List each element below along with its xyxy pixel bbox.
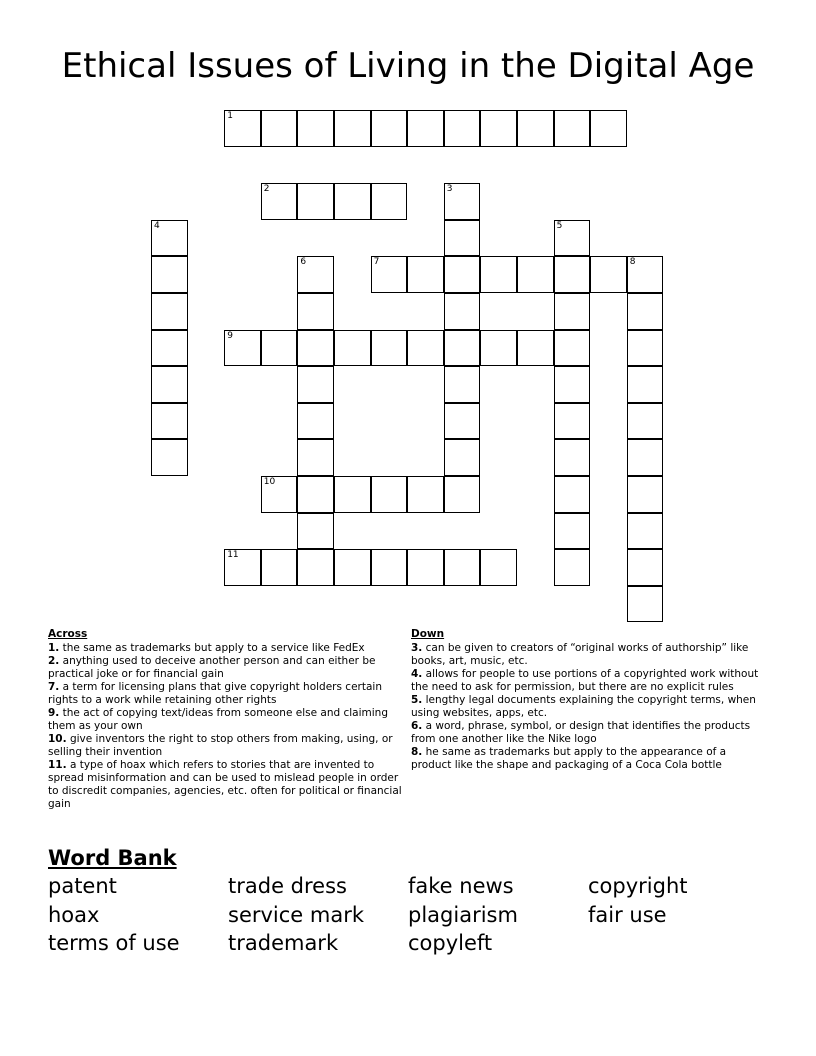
grid-cell[interactable] [297,183,334,220]
clue-number: 8 [629,257,636,268]
grid-cell[interactable] [297,403,334,440]
across-clue-9: 9. the act of copying text/ideas from someone else and claiming them as your own [48,707,389,732]
down-clue-6: 6. a word, phrase, symbol, or design that identifies the products from one another like the Nike logo [411,720,751,745]
grid-cell[interactable] [517,110,554,147]
grid-cell[interactable] [407,256,444,293]
grid-cell[interactable] [334,110,371,147]
grid-cell[interactable] [627,256,664,293]
grid-cell[interactable] [261,549,298,586]
word-bank [48,872,768,958]
grid-cell[interactable] [297,513,334,550]
grid-cell[interactable] [261,110,298,147]
word-bank-item: hoax [48,902,100,927]
grid-cell[interactable] [407,549,444,586]
clue-number: 11 [227,550,239,561]
grid-cell[interactable] [627,439,664,476]
clue-number: 7 [373,257,380,268]
grid-cell[interactable] [444,183,481,220]
puzzle-title: Ethical Issues of Living in the Digital Age [61,46,755,86]
grid-cell[interactable] [444,403,481,440]
grid-cell[interactable] [627,513,664,550]
grid-cell[interactable] [517,330,554,367]
grid-cell[interactable] [407,110,444,147]
grid-cell[interactable] [297,110,334,147]
grid-cell[interactable] [627,476,664,513]
clue-number: 3 [446,184,453,195]
grid-cell[interactable] [297,293,334,330]
across-clue-11: 11. a type of hoax which refers to stories that are invented to spread misinformation and can be used to mislead people in order to discredit companies, agencies, etc. often for political or financial gain [48,759,402,810]
word-bank-item: service mark [228,902,365,927]
grid-cell[interactable] [297,549,334,586]
grid-cell[interactable] [151,366,188,403]
grid-cell[interactable] [480,549,517,586]
across-clue-1: 1. the same as trademarks but apply to a service like FedEx [48,642,365,654]
down-clue-4: 4. allows for people to use portions of a copyrighted work without the need to ask for permission, but there are no explicit rules [411,668,759,693]
clue-number: 5 [556,220,563,231]
grid-cell[interactable] [554,403,591,440]
word-bank-item: plagiarism [408,902,518,927]
grid-cell[interactable] [261,183,298,220]
grid-cell[interactable] [151,220,188,257]
grid-cell[interactable] [444,549,481,586]
grid-cell[interactable] [554,549,591,586]
grid-cell[interactable] [480,256,517,293]
grid-cell[interactable] [371,110,408,147]
grid-cell[interactable] [627,586,664,623]
grid-cell[interactable] [371,183,408,220]
across-clues [48,628,408,811]
down-clue-3: 3. can be given to creators of “original works of authorship” like books, art, music, etc. [411,642,749,667]
grid-cell[interactable] [444,366,481,403]
grid-cell[interactable] [224,330,261,367]
word-bank-item: fake news [408,874,514,898]
word-bank-item: fair use [588,902,667,927]
grid-cell[interactable] [297,439,334,476]
grid-cell[interactable] [297,366,334,403]
word-bank-title: Word Bank [48,846,177,870]
grid-cell[interactable] [627,330,664,367]
grid-cell[interactable] [371,330,408,367]
grid-cell[interactable] [407,476,444,513]
down-clue-8: 8. he same as trademarks but apply to the appearance of a product like the shape and packaging of a Coca Cola bottle [411,746,727,771]
grid-cell[interactable] [554,439,591,476]
grid-cell[interactable] [371,549,408,586]
grid-cell[interactable] [554,476,591,513]
across-clue-7: 7. a term for licensing plans that give copyright holders certain rights to a work while retaining other rights [48,681,382,706]
grid-cell[interactable] [444,439,481,476]
grid-cell[interactable] [444,256,481,293]
grid-cell[interactable] [151,330,188,367]
grid-cell[interactable] [554,293,591,330]
grid-cell[interactable] [627,366,664,403]
clue-number: 10 [263,477,276,487]
grid-cell[interactable] [627,293,664,330]
grid-cell[interactable] [297,256,334,293]
grid-cell[interactable] [261,330,298,367]
grid-cell[interactable] [151,293,188,330]
word-bank-item: copyleft [408,931,493,955]
grid-cell[interactable] [480,330,517,367]
grid-cell[interactable] [224,110,261,147]
clue-number: 4 [154,220,160,231]
word-bank-item: terms of use [48,931,180,955]
down-clue-5: 5. lengthy legal documents explaining the copyright terms, when using websites, apps, etc. [411,694,756,719]
grid-cell[interactable] [334,183,371,220]
grid-cell[interactable] [371,476,408,513]
grid-cell[interactable] [444,293,481,330]
grid-cell[interactable] [554,220,591,257]
grid-cell[interactable] [151,403,188,440]
grid-cell[interactable] [444,220,481,257]
grid-cell[interactable] [554,513,591,550]
grid-cell[interactable] [334,549,371,586]
word-bank-item: copyright [588,874,688,898]
word-bank-item: trademark [228,931,339,955]
grid-cell[interactable] [407,330,444,367]
down-heading: Down [411,628,445,640]
grid-cell[interactable] [627,549,664,586]
word-bank-item: patent [48,874,117,898]
grid-cell[interactable] [517,256,554,293]
grid-cell[interactable] [151,256,188,293]
grid-cell[interactable] [297,330,334,367]
word-bank-item: trade dress [228,874,347,898]
grid-cell[interactable] [554,110,591,147]
grid-cell[interactable] [590,110,627,147]
clue-number: 1 [227,111,233,121]
clue-number: 2 [263,184,270,195]
grid-cell[interactable] [297,476,334,513]
grid-cell[interactable] [627,403,664,440]
grid-cell[interactable] [444,476,481,513]
grid-cell[interactable] [480,110,517,147]
across-clue-2: 2. anything used to deceive another person and can either be practical joke or for financial gain [48,655,376,680]
across-heading: Across [48,628,88,640]
grid-cell[interactable] [590,256,627,293]
grid-cell[interactable] [554,256,591,293]
grid-cell[interactable] [261,476,298,513]
down-clues [411,628,761,772]
across-clue-10: 10. give inventors the right to stop others from making, using, or selling their invention [48,733,393,758]
clue-number: 6 [300,257,307,268]
grid-cell[interactable] [444,110,481,147]
grid-cell[interactable] [224,549,261,586]
grid-cell[interactable] [334,476,371,513]
grid-cell[interactable] [334,330,371,367]
grid-cell[interactable] [444,330,481,367]
grid-cell[interactable] [151,439,188,476]
grid-cell[interactable] [554,366,591,403]
grid-cell[interactable] [554,330,591,367]
grid-cell[interactable] [371,256,408,293]
clue-number: 9 [227,330,233,341]
